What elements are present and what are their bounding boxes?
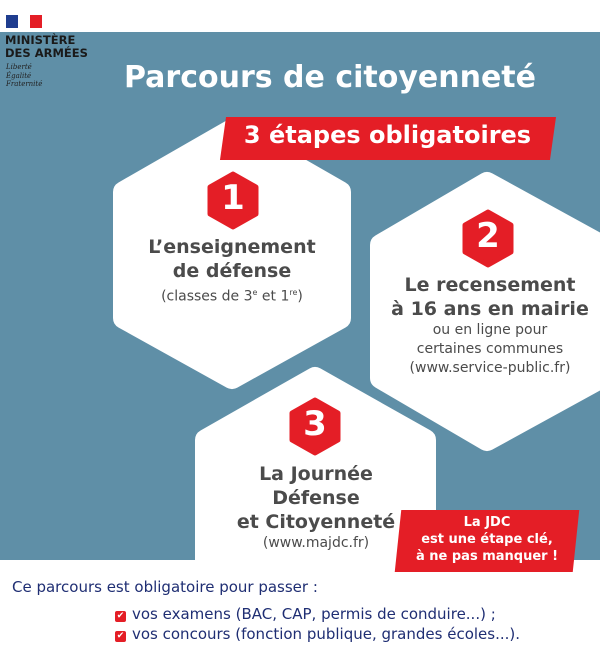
step-1-text: L’enseignement de défense (classes de 3e et 1re) xyxy=(148,236,316,305)
footer-item: ✔ vos concours (fonction publique, grandes écoles...). xyxy=(116,625,521,643)
footer-intro: Ce parcours est obligatoire pour passer : xyxy=(12,578,318,596)
step-2-number: 2 xyxy=(476,216,500,256)
footer-item: ✔ vos examens (BAC, CAP, permis de conduire...) ; xyxy=(116,605,496,623)
ministry-name: MINISTÈRE DES ARMÉES xyxy=(5,33,88,60)
step-3-number: 3 xyxy=(303,404,327,444)
motto: Liberté Égalité Fraternité xyxy=(6,63,43,88)
jdc-callout: La JDC est une étape clé, à ne pas manquer ! xyxy=(415,515,559,564)
step-2-text: Le recensement à 16 ans en mairie ou en ligne pour certaines communes (www.service-public.fr) xyxy=(391,274,589,376)
banner-text: 3 étapes obligatoires xyxy=(243,121,532,149)
checkbox-icon: ✔ xyxy=(116,631,125,641)
step-3-text: La Journée Défense et Citoyenneté (www.majdc.fr) xyxy=(236,463,396,551)
page-title: Parcours de citoyenneté xyxy=(123,60,536,95)
checkbox-icon: ✔ xyxy=(116,611,125,621)
step-1-number: 1 xyxy=(221,178,245,218)
